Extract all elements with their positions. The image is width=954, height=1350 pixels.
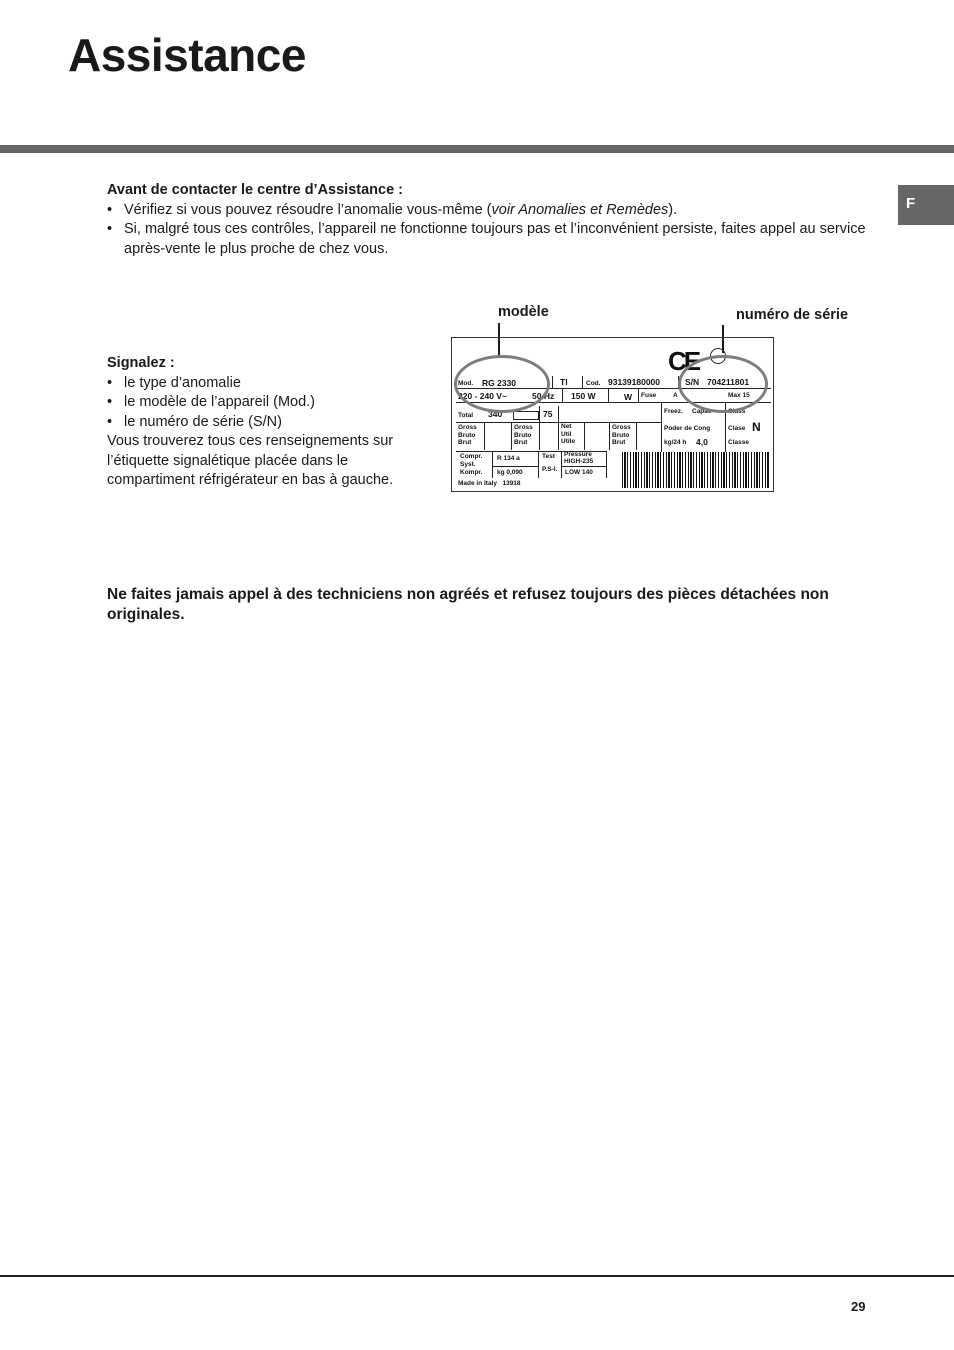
clase-value: N xyxy=(752,420,761,434)
cod-value: 93139180000 xyxy=(608,377,661,387)
rating-plate xyxy=(451,337,774,492)
page-title: Assistance xyxy=(68,29,306,81)
top-rule xyxy=(0,145,954,153)
sn-value: 704211801 xyxy=(707,377,750,387)
intro-list xyxy=(107,201,867,260)
frequency-value: 50 Hz xyxy=(532,391,555,401)
list-item: • Si, malgré tous ces contrôles, l’appareil ne fonctionne toujours pas et l’inconvénient persiste, faites appel au service après-vente le plus proche de chez vous. xyxy=(107,220,867,259)
compressor-label: Compr. Syst. xyxy=(460,453,483,468)
class-label: Class xyxy=(728,408,746,415)
cod-label: Cod. xyxy=(586,380,601,387)
report-section xyxy=(107,354,427,491)
bullet-text: Vérifiez si vous pouvez résoudre l’anomalie vous-même ( xyxy=(124,201,492,218)
mod-value: RG 2330 xyxy=(482,378,517,388)
gross-label-2: Gross Bruto Brut xyxy=(514,424,533,446)
gross-label-1: Gross Bruto Brut xyxy=(458,424,477,446)
capacity-label: Capac xyxy=(692,408,712,415)
lamp-power: W xyxy=(624,392,633,402)
total-value: 340 xyxy=(488,409,503,419)
list-item: • le type d’anomalie xyxy=(107,374,427,394)
power-value: 150 W xyxy=(571,391,596,401)
gross-label-3: Gross Bruto Brut xyxy=(612,424,631,446)
total-label: Total xyxy=(458,412,474,419)
freezer-label: Freez. xyxy=(664,408,683,415)
net-label: Net Util Utile xyxy=(561,423,576,445)
max-value: Max 15 xyxy=(728,392,750,399)
sn-label: S/N xyxy=(685,377,700,387)
serial-highlight-ring xyxy=(678,355,768,413)
cross-reference: voir Anomalies et Remèdes xyxy=(491,201,669,218)
bottom-rule xyxy=(0,1275,954,1277)
kg24-label: kg/24 h xyxy=(664,439,687,446)
tl-value: Tl xyxy=(560,377,568,387)
list-item xyxy=(107,201,867,221)
model-highlight-ring xyxy=(454,355,550,413)
report-list xyxy=(107,374,427,433)
test-label: Test xyxy=(542,453,555,460)
intro-heading: Avant de contacter le centre d’Assistance : xyxy=(107,182,404,198)
origin-label: Made in Italy 13918 xyxy=(458,480,521,487)
clase-label: Clase xyxy=(728,425,746,432)
kg24-value: 4,0 xyxy=(696,437,708,447)
refrigerant-weight: kg 0,090 xyxy=(497,469,523,476)
warning-text: Ne faites jamais appel à des techniciens non agréés et refusez toujours des pièces détachées non originales. xyxy=(107,586,829,623)
kompr-label: Kompr. xyxy=(460,469,483,476)
bullet-end: ). xyxy=(668,201,678,218)
page-number: 29 xyxy=(851,1299,866,1314)
amp-label: A xyxy=(673,392,678,399)
report-heading: Signalez : xyxy=(107,355,175,371)
low-pressure-value: LOW 140 xyxy=(565,469,593,476)
mod-label: Mod. xyxy=(458,380,474,387)
value-75: 75 xyxy=(543,409,553,419)
freezer-star-icon xyxy=(513,411,539,420)
fuse-label: Fuse xyxy=(641,392,657,399)
refrigerant-value: R 134 a xyxy=(497,455,520,462)
barcode xyxy=(622,452,770,488)
pressure-label: Pressure HIGH-235 xyxy=(564,451,594,465)
psi-label: P.S-I. xyxy=(542,466,558,473)
freezing-power-label: Poder de Cong xyxy=(664,425,711,432)
language-tab: F xyxy=(898,185,954,225)
ce-mark: CE xyxy=(668,346,699,376)
classe-label: Classe xyxy=(728,439,749,446)
report-paragraph: Vous trouverez tous ces renseignements sur l’étiquette signalétique placée dans le compartiment réfrigérateur en bas à gauche. xyxy=(107,433,394,488)
model-callout: modèle xyxy=(498,304,549,320)
intro-section xyxy=(107,181,867,259)
serial-callout: numéro de série xyxy=(736,307,849,323)
list-item: • le numéro de série (S/N) xyxy=(107,413,427,433)
list-item: • le modèle de l’appareil (Mod.) xyxy=(107,393,427,413)
voltage-value: 220 - 240 V~ xyxy=(458,391,507,401)
